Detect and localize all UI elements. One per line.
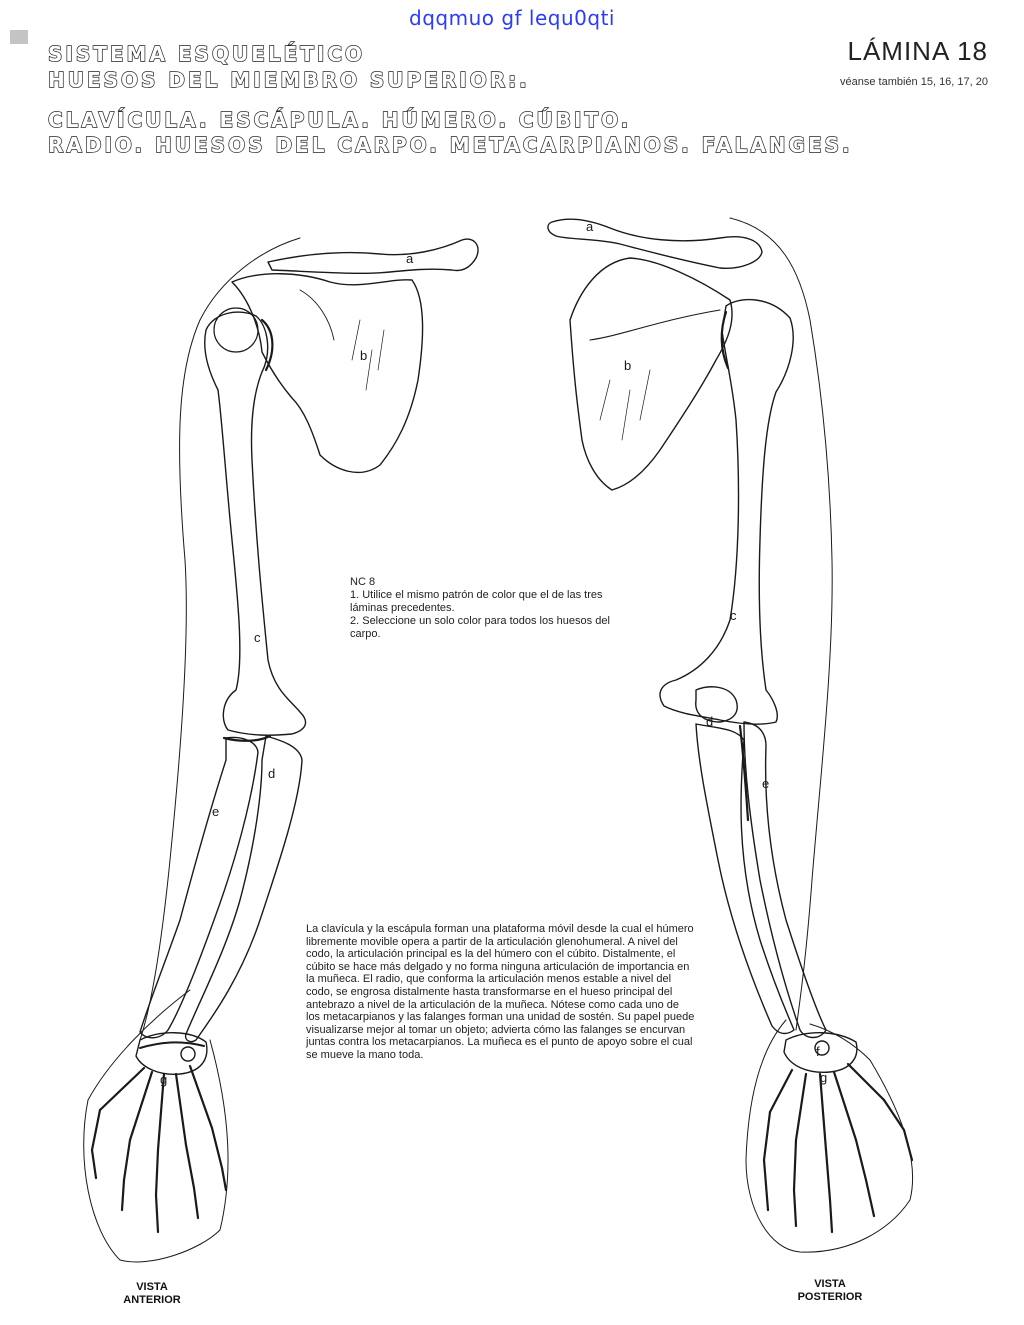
label-posterior-g: g	[820, 1070, 828, 1085]
view-label-anterior	[110, 1281, 194, 1307]
label-anterior-g: g	[160, 1072, 168, 1087]
bone-list-line1: CLAVÍCULA. ESCÁPULA. HÚMERO. CÚBITO.	[48, 108, 632, 132]
humerus-anterior	[205, 312, 306, 735]
radius-posterior	[744, 722, 826, 1038]
label-anterior-c: c	[254, 630, 261, 645]
watermark-text: dqqmuo gf lequ0qti	[409, 6, 615, 30]
instructions-step-2: 2. Seleccione un solo color para todos los huesos del carpo.	[350, 615, 610, 640]
view-label-posterior-line2: POSTERIOR	[797, 1291, 863, 1303]
label-posterior-f: f	[816, 1044, 820, 1059]
bone-list-line2: RADIO. HUESOS DEL CARPO. METACARPIANOS. FALANGES.	[48, 133, 853, 157]
label-posterior-e: e	[762, 776, 770, 791]
radius-anterior	[140, 738, 258, 1038]
view-label-anterior-line2: ANTERIOR	[123, 1294, 181, 1306]
clavicle-posterior	[548, 219, 762, 268]
label-posterior-a: a	[586, 219, 594, 234]
page-title-line2: HUESOS DEL MIEMBRO SUPERIOR:.	[48, 68, 530, 92]
coloring-instructions	[350, 576, 640, 641]
plate-number: LÁMINA 18	[847, 36, 988, 66]
descriptive-paragraph: La clavícula y la escápula forman una plataforma móvil desde la cual el húmero libremente movible opera a partir de la articulación glenohumeral. A nivel del codo, la articulación principal es la del húmero con el cúbito. Distalmente, el cúbito se hace más delgado y no forma ninguna articulación de importancia en la muñeca. El radio, que conforma la articulación menos estable a nivel del codo, se engrosa distalmente hasta transformarse en el hueso principal del antebrazo a nivel de la articulación de la muñeca. Nótese como cada uno de los metacarpianos y las falanges forman una unidad de sostén. Su papel puede visualizarse mejor al tomar un objeto; advierta cómo las falanges se encurvan juntas contra los metacarpianos. La muñeca es el punto de apoyo sobre el cual se mueve la mano toda.	[306, 923, 695, 1061]
view-label-posterior	[784, 1278, 876, 1304]
view-label-anterior-line1: VISTA	[136, 1281, 168, 1293]
see-also-reference: véanse también 15, 16, 17, 20	[840, 76, 988, 88]
anterior-arm	[84, 238, 478, 1262]
label-anterior-d: d	[268, 766, 276, 781]
scapula-anterior	[232, 274, 423, 473]
instructions-step-1: 1. Utilice el mismo patrón de color que el de las tres láminas precedentes.	[350, 589, 603, 614]
ulna-anterior	[186, 736, 302, 1042]
carpals-posterior	[784, 1033, 857, 1073]
label-anterior-b: b	[360, 348, 368, 363]
page-title-line1: SISTEMA ESQUELÉTICO	[48, 42, 366, 66]
posterior-arm	[548, 218, 913, 1252]
view-label-posterior-line1: VISTA	[814, 1278, 846, 1290]
clavicle-anterior	[268, 239, 478, 273]
label-anterior-e: e	[212, 804, 220, 819]
label-posterior-b: b	[624, 358, 632, 373]
instructions-code: NC 8	[350, 576, 376, 588]
label-anterior-a: a	[406, 251, 414, 266]
label-posterior-d: d	[706, 714, 714, 729]
scapula-posterior	[570, 258, 732, 490]
label-posterior-c: c	[730, 608, 737, 623]
